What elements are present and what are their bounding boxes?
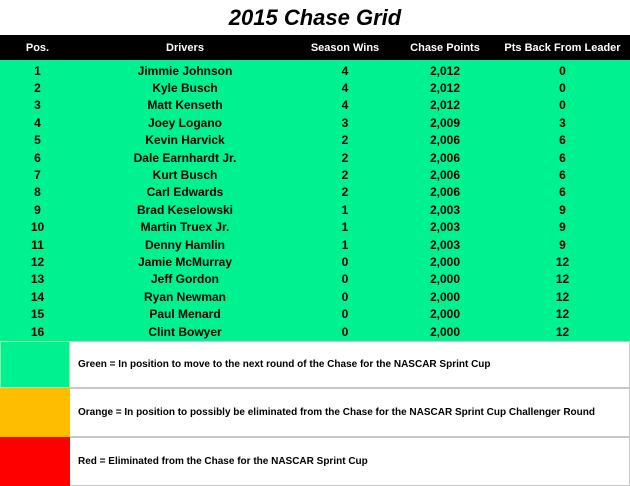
legend-orange: [0, 388, 630, 437]
red-swatch: [0, 437, 70, 486]
table-header: [0, 35, 630, 60]
header-pos: Pos.: [25, 41, 50, 54]
cell-pos: 8: [34, 185, 41, 200]
legend-orange-text: Orange = In position to possibly be eliminated from the Chase for the NASCAR Sprint Cup Challenger Round: [70, 388, 630, 437]
table-row: [0, 271, 630, 288]
table-row: [0, 288, 630, 305]
cell-season-wins: 4: [341, 63, 349, 78]
cell-pos: 12: [30, 254, 45, 269]
cell-pts-back: 6: [559, 150, 566, 165]
header-chase-points: Chase Points: [410, 41, 480, 54]
table-row: [0, 236, 630, 253]
cell-season-wins: 0: [341, 324, 349, 339]
legend-green: [0, 341, 630, 388]
cell-chase-points: 2,000: [429, 289, 461, 304]
cell-pos: 3: [34, 98, 41, 113]
cell-chase-points: 2,003: [429, 220, 461, 235]
cell-pos: 10: [30, 220, 45, 235]
cell-chase-points: 2,012: [429, 63, 461, 78]
chase-grid-table: [0, 35, 630, 341]
cell-driver: Clint Bowyer: [148, 324, 222, 339]
table-row: [0, 132, 630, 149]
cell-driver: Jimmie Johnson: [137, 63, 233, 78]
cell-chase-points: 2,006: [429, 185, 461, 200]
cell-pts-back: 0: [559, 63, 566, 78]
table-row: [0, 253, 630, 270]
table-row: [0, 166, 630, 183]
cell-pts-back: 6: [559, 185, 566, 200]
cell-pts-back: 12: [555, 324, 570, 339]
cell-driver: Kevin Harvick: [145, 133, 225, 148]
cell-driver: Ryan Newman: [143, 289, 227, 304]
cell-chase-points: 2,000: [429, 272, 461, 287]
cell-pos: 6: [34, 150, 41, 165]
cell-pos: 15: [30, 307, 45, 322]
cell-season-wins: 2: [341, 133, 349, 148]
cell-season-wins: 2: [341, 185, 349, 200]
table-row: [0, 323, 630, 340]
cell-chase-points: 2,000: [429, 324, 461, 339]
cell-season-wins: 0: [341, 289, 349, 304]
cell-pts-back: 6: [559, 133, 566, 148]
green-swatch: [0, 341, 70, 388]
cell-driver: Jamie McMurray: [137, 254, 233, 269]
cell-pts-back: 9: [559, 237, 566, 252]
cell-pts-back: 0: [559, 81, 566, 96]
orange-swatch: [0, 388, 70, 437]
cell-chase-points: 2,003: [429, 237, 461, 252]
cell-chase-points: 2,012: [429, 81, 461, 96]
cell-pos: 2: [34, 81, 41, 96]
table-row: [0, 79, 630, 96]
cell-chase-points: 2,006: [429, 150, 461, 165]
cell-season-wins: 1: [341, 237, 349, 252]
cell-season-wins: 0: [341, 272, 349, 287]
cell-chase-points: 2,006: [429, 168, 461, 183]
cell-chase-points: 2,012: [429, 98, 461, 113]
table-body: [0, 60, 630, 341]
cell-pts-back: 12: [555, 289, 570, 304]
cell-pos: 14: [30, 289, 45, 304]
cell-chase-points: 2,006: [429, 133, 461, 148]
legend-green-text: Green = In position to move to the next round of the Chase for the NASCAR Sprint Cup: [70, 341, 630, 388]
cell-pts-back: 9: [559, 220, 566, 235]
table-row: [0, 305, 630, 322]
legend-red-text: Red = Eliminated from the Chase for the NASCAR Sprint Cup: [70, 437, 630, 486]
cell-driver: Kyle Busch: [152, 81, 218, 96]
cell-pos: 4: [34, 115, 41, 130]
cell-driver: Matt Kenseth: [147, 98, 223, 113]
table-row: [0, 219, 630, 236]
cell-season-wins: 4: [341, 81, 349, 96]
header-drivers: Drivers: [166, 41, 204, 54]
cell-driver: Paul Menard: [149, 307, 221, 322]
table-row: [0, 97, 630, 114]
cell-driver: Jeff Gordon: [151, 272, 219, 287]
cell-chase-points: 2,000: [429, 254, 461, 269]
cell-pts-back: 9: [559, 202, 566, 217]
cell-season-wins: 4: [341, 98, 349, 113]
cell-driver: Kurt Busch: [152, 168, 218, 183]
table-row: [0, 184, 630, 201]
cell-chase-points: 2,009: [429, 115, 461, 130]
cell-season-wins: 2: [341, 168, 349, 183]
cell-pts-back: 12: [555, 272, 570, 287]
cell-driver: Martin Truex Jr.: [140, 220, 230, 235]
cell-season-wins: 3: [341, 115, 349, 130]
legend-red: [0, 437, 630, 486]
cell-pos: 1: [34, 63, 41, 78]
cell-driver: Carl Edwards: [146, 185, 224, 200]
page-title: 2015 Chase Grid: [228, 5, 402, 30]
header-season-wins: Season Wins: [310, 41, 380, 54]
table-row: [0, 62, 630, 79]
cell-driver: Dale Earnhardt Jr.: [133, 150, 237, 165]
cell-pos: 13: [30, 272, 45, 287]
cell-pos: 11: [31, 237, 44, 252]
cell-pts-back: 12: [555, 254, 570, 269]
table-row: [0, 114, 630, 131]
cell-pts-back: 6: [559, 168, 566, 183]
cell-pos: 16: [30, 324, 45, 339]
table-row: [0, 201, 630, 218]
cell-pts-back: 12: [555, 307, 570, 322]
cell-driver: Denny Hamlin: [144, 237, 225, 252]
cell-chase-points: 2,003: [429, 202, 461, 217]
cell-season-wins: 1: [341, 220, 349, 235]
table-row: [0, 149, 630, 166]
cell-season-wins: 1: [341, 202, 349, 217]
cell-chase-points: 2,000: [429, 307, 461, 322]
header-pts-back: Pts Back From Leader: [504, 41, 621, 54]
cell-pos: 5: [34, 133, 41, 148]
cell-pos: 9: [34, 202, 41, 217]
cell-season-wins: 0: [341, 254, 349, 269]
cell-season-wins: 2: [341, 150, 349, 165]
cell-pos: 7: [34, 168, 41, 183]
cell-driver: Joey Logano: [147, 115, 222, 130]
cell-pts-back: 3: [559, 115, 566, 130]
cell-driver: Brad Keselowski: [136, 202, 234, 217]
cell-pts-back: 0: [559, 98, 566, 113]
cell-season-wins: 0: [341, 307, 349, 322]
